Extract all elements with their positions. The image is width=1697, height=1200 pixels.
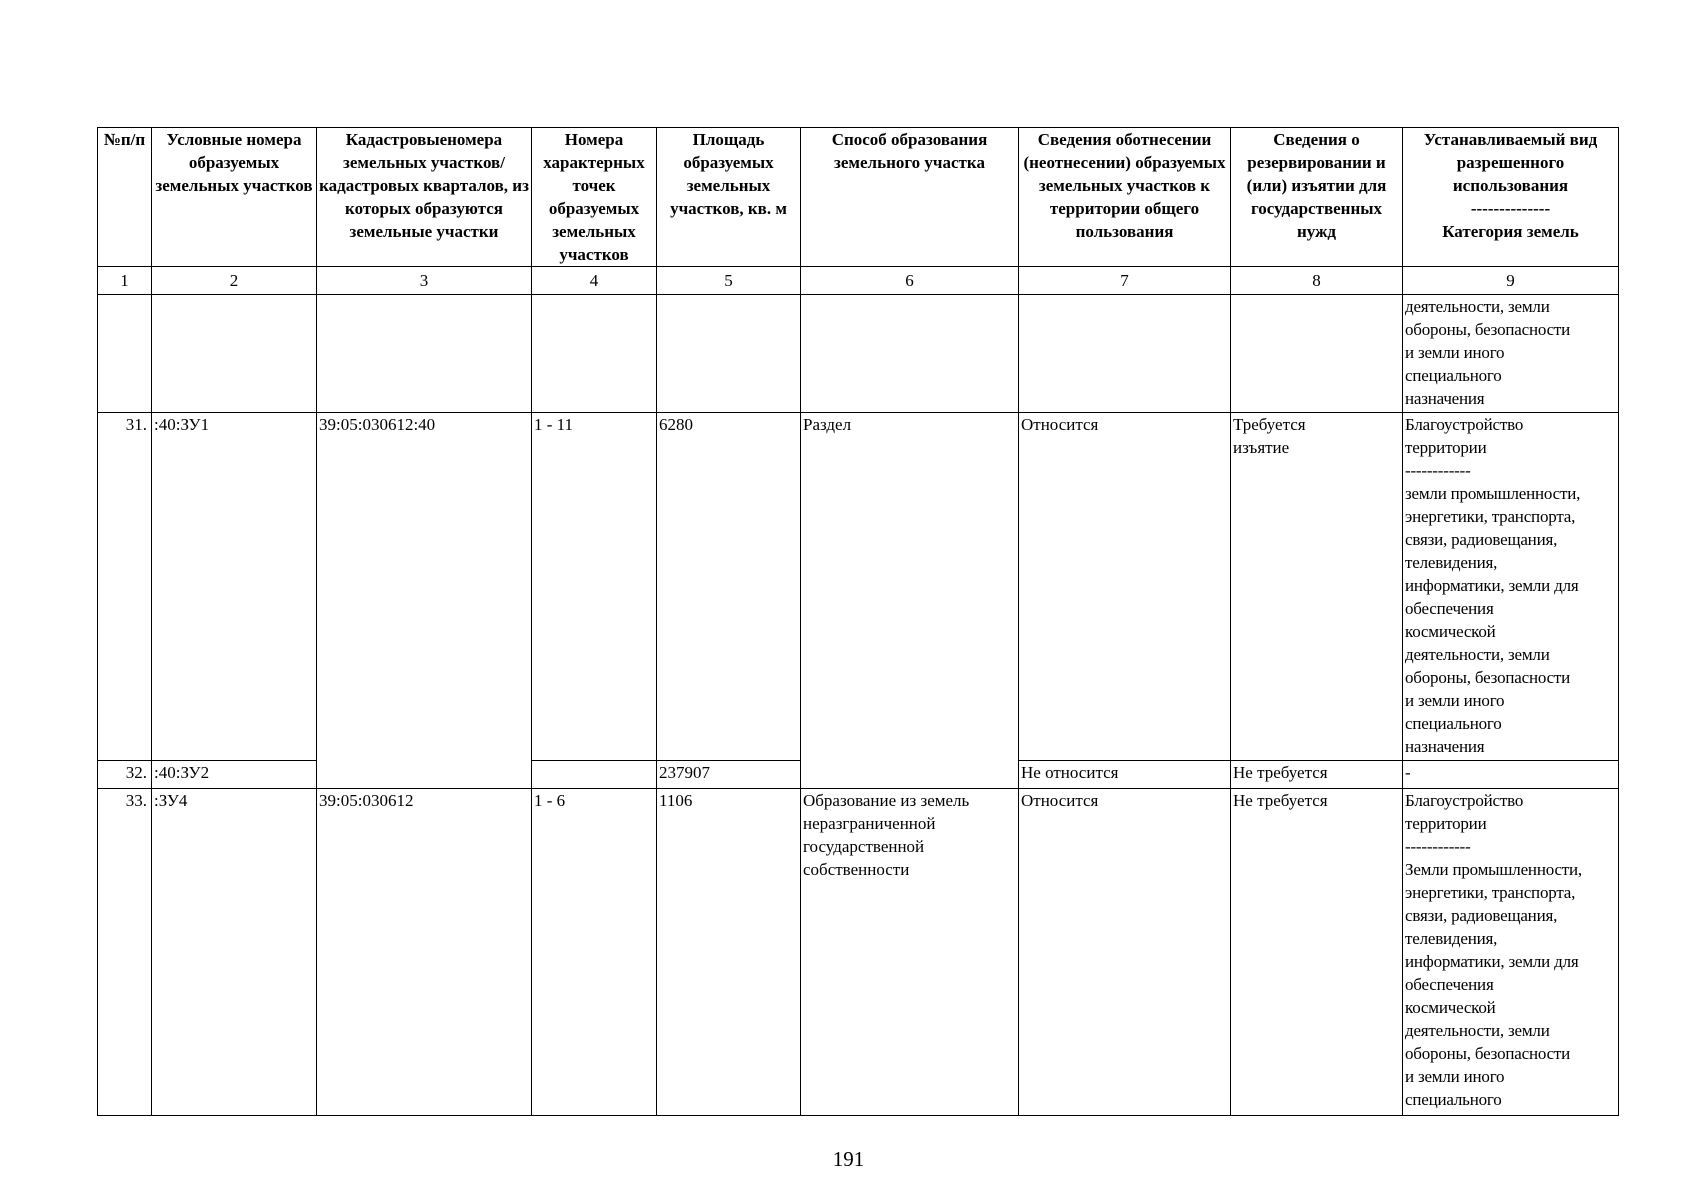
column-number: 2 [152,267,317,295]
public-use-cell: Относится [1019,789,1231,1116]
header-cell: №п/п [98,128,152,267]
use-category-cell: - [1403,761,1619,789]
column-number: 3 [317,267,532,295]
designation-cell: :40:ЗУ2 [152,761,317,789]
column-number: 7 [1019,267,1231,295]
points-cell: 1 - 11 [532,413,657,761]
column-number: 9 [1403,267,1619,295]
column-number: 1 [98,267,152,295]
table-row [98,413,1619,761]
reservation-cell: Не требуется [1231,789,1403,1116]
page-number: 191 [832,1147,865,1171]
table-row-continuation [98,295,1619,413]
header-cell: Номера характерных точек образуемых земельных участков [532,128,657,267]
use-category-cell: Благоустройство территории ------------ Земли промышленности, энергетики, транспорта, связи, радиовещания, телевидения, информатики, земли для обеспечения космической деятельности, земли обороны, безопасности и земли иного специального [1403,789,1619,1116]
header-cell: Способ образования земельного участка [801,128,1019,267]
public-use-cell: Не относится [1019,761,1231,789]
header-cell: Устанавливаемый вид разрешенного использования -------------- Категория земель [1403,128,1619,267]
header-cell: Условные номера образуемых земельных участков [152,128,317,267]
cadastral-cell: 39:05:030612 [317,789,532,1116]
column-number-row [98,267,1619,295]
header-cell: Кадастровыеномера земельных участков/кадастровых кварталов, из которых образуются земельные участки [317,128,532,267]
reservation-cell: Требуется изъятие [1231,413,1403,761]
use-category-cell: деятельности, земли обороны, безопасности и земли иного специального назначения [1403,295,1619,413]
column-number: 8 [1231,267,1403,295]
method-cell: Образование из земель неразграниченной государственной собственности [801,789,1019,1116]
column-number: 4 [532,267,657,295]
use-category-cell: Благоустройство территории ------------ земли промышленности, энергетики, транспорта, связи, радиовещания, телевидения, информатики, земли для обеспечения космической деятельности, земли обороны, безопасности и земли иного специального назначения [1403,413,1619,761]
row-number: 32. [98,761,152,789]
table-row [98,789,1619,1116]
header-cell: Площадь образуемых земельных участков, кв. м [657,128,801,267]
area-cell: 237907 [657,761,801,789]
land-plots-table [97,127,1619,1116]
table-header-row [98,128,1619,267]
points-cell: 1 - 6 [532,789,657,1116]
designation-cell: :40:ЗУ1 [152,413,317,761]
area-cell: 1106 [657,789,801,1116]
public-use-cell: Относится [1019,413,1231,761]
method-cell: Раздел [801,413,1019,789]
column-number: 6 [801,267,1019,295]
points-cell [532,761,657,789]
designation-cell: :ЗУ4 [152,789,317,1116]
row-number: 33. [98,789,152,1116]
row-number: 31. [98,413,152,761]
header-cell: Сведения о резервировании и (или) изъятии для государственных нужд [1231,128,1403,267]
cadastral-cell: 39:05:030612:40 [317,413,532,789]
column-number: 5 [657,267,801,295]
area-cell: 6280 [657,413,801,761]
reservation-cell: Не требуется [1231,761,1403,789]
header-cell: Сведения оботнесении (неотнесении) образуемых земельных участков к территории общего пользования [1019,128,1231,267]
